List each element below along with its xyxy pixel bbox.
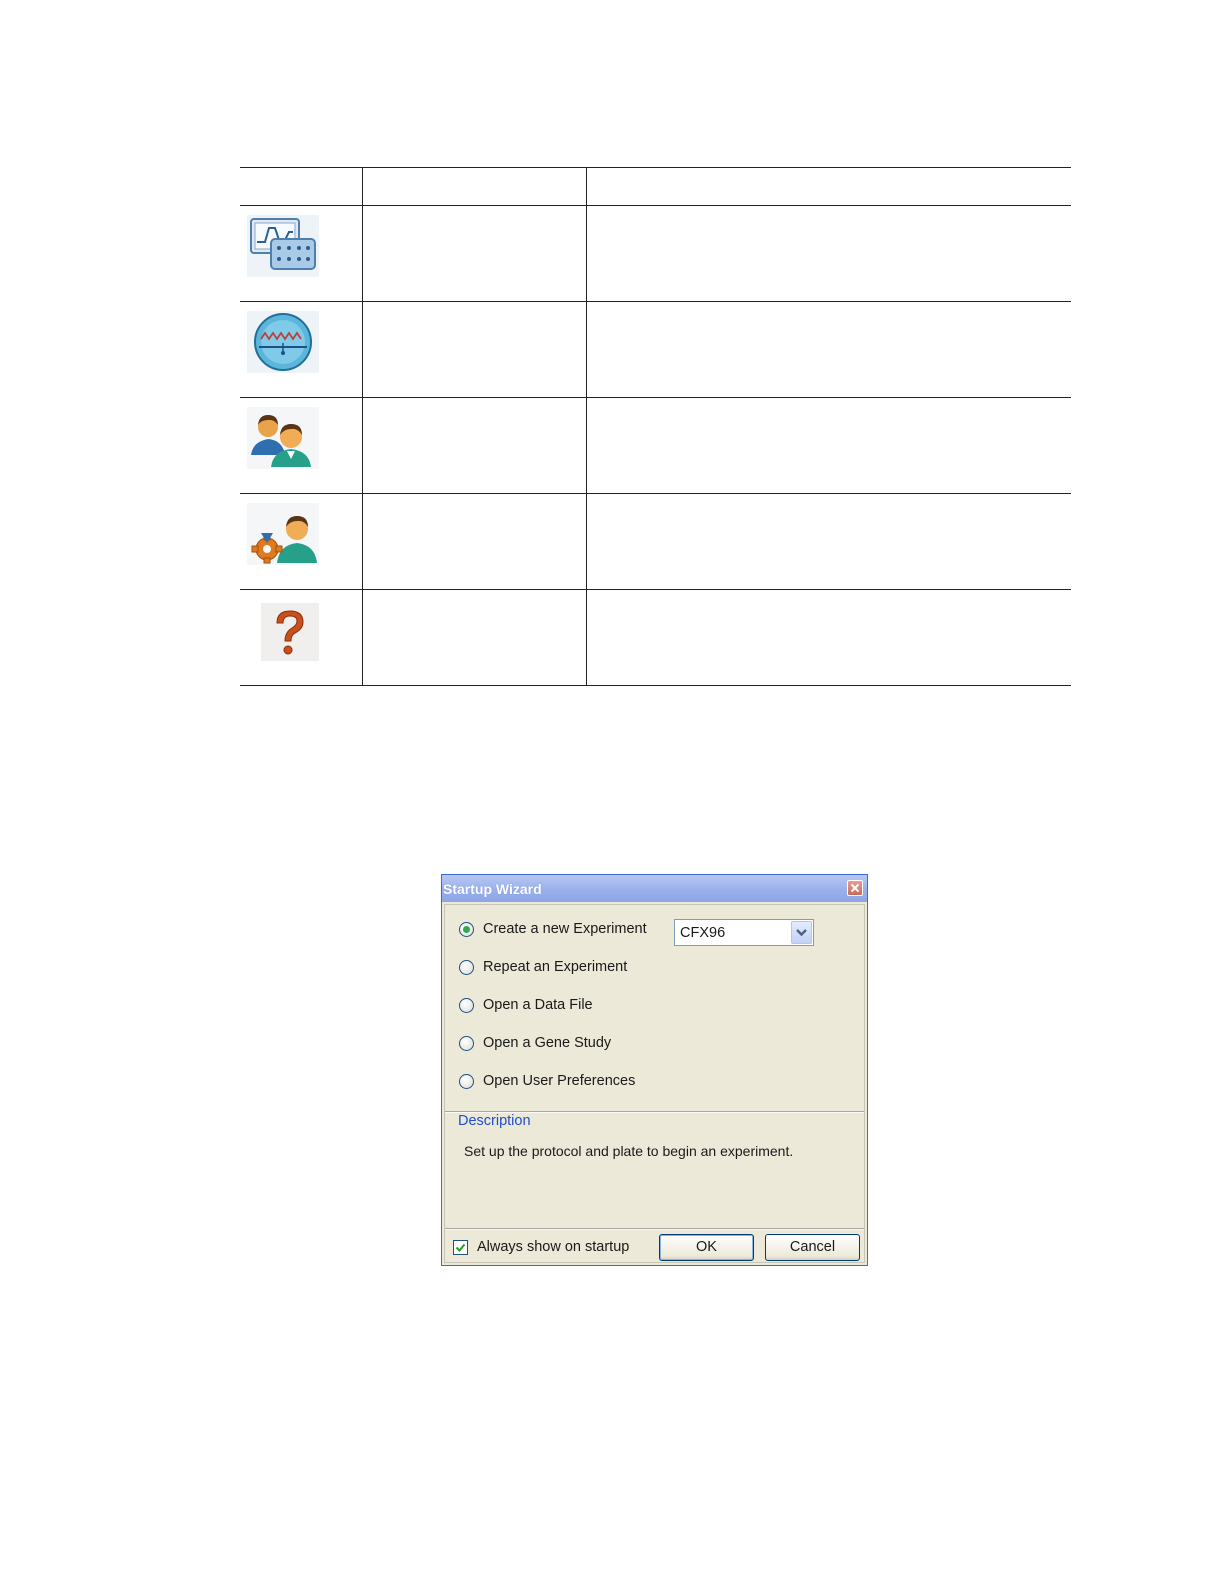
table-header-row [240, 168, 1071, 206]
option-label: Create a new Experiment [483, 921, 647, 937]
row-description [586, 206, 1071, 302]
header-description [586, 168, 1071, 206]
icon-table [240, 167, 1071, 686]
row-name [362, 206, 586, 302]
option-label: Open a Data File [483, 997, 593, 1013]
row-description [586, 398, 1071, 494]
option-open-gene-study[interactable] [459, 1033, 611, 1053]
always-show-label: Always show on startup [477, 1239, 630, 1255]
table-row [240, 398, 1071, 494]
radio-button[interactable] [459, 922, 474, 937]
option-repeat-experiment[interactable] [459, 957, 627, 977]
chevron-down-icon [792, 922, 811, 943]
close-icon [848, 881, 862, 895]
radio-button[interactable] [459, 960, 474, 975]
table-row [240, 494, 1071, 590]
row-name [362, 494, 586, 590]
row-description [586, 494, 1071, 590]
close-button[interactable] [847, 880, 863, 896]
header-icon [240, 168, 362, 206]
ok-button[interactable]: OK [659, 1234, 754, 1261]
table-row [240, 590, 1071, 686]
checkmark-icon [454, 1241, 467, 1254]
option-create-experiment[interactable] [459, 919, 647, 939]
users-icon [247, 407, 319, 469]
option-label: Repeat an Experiment [483, 959, 628, 975]
instrument-icon [247, 215, 319, 277]
row-description [586, 302, 1071, 398]
instrument-select-value: CFX96 [680, 925, 726, 941]
always-show-checkbox[interactable] [453, 1240, 468, 1255]
description-title: Description [458, 1113, 531, 1129]
user-settings-icon [247, 503, 319, 565]
gauge-icon [247, 311, 319, 373]
row-name [362, 302, 586, 398]
radio-button[interactable] [459, 1036, 474, 1051]
dialog-titlebar[interactable] [442, 875, 867, 902]
cancel-button[interactable]: Cancel [765, 1234, 860, 1261]
radio-button[interactable] [459, 998, 474, 1013]
footer-divider [445, 1228, 864, 1230]
row-name [362, 398, 586, 494]
header-name [362, 168, 586, 206]
option-open-user-preferences[interactable] [459, 1071, 635, 1091]
row-description [586, 590, 1071, 686]
dialog-content [444, 904, 865, 1263]
startup-wizard-dialog [441, 874, 868, 1266]
instrument-select[interactable] [674, 919, 814, 946]
option-label: Open a Gene Study [483, 1035, 612, 1051]
help-icon [247, 599, 319, 661]
option-open-data-file[interactable] [459, 995, 593, 1015]
radio-button[interactable] [459, 1074, 474, 1089]
description-text: Set up the protocol and plate to begin an experiment. [464, 1143, 794, 1159]
row-name [362, 590, 586, 686]
dialog-title: Startup Wizard [443, 881, 542, 897]
always-show-option[interactable] [453, 1239, 629, 1255]
table-row [240, 206, 1071, 302]
option-label: Open User Preferences [483, 1073, 636, 1089]
dropdown-button[interactable] [791, 921, 812, 944]
table-row [240, 302, 1071, 398]
